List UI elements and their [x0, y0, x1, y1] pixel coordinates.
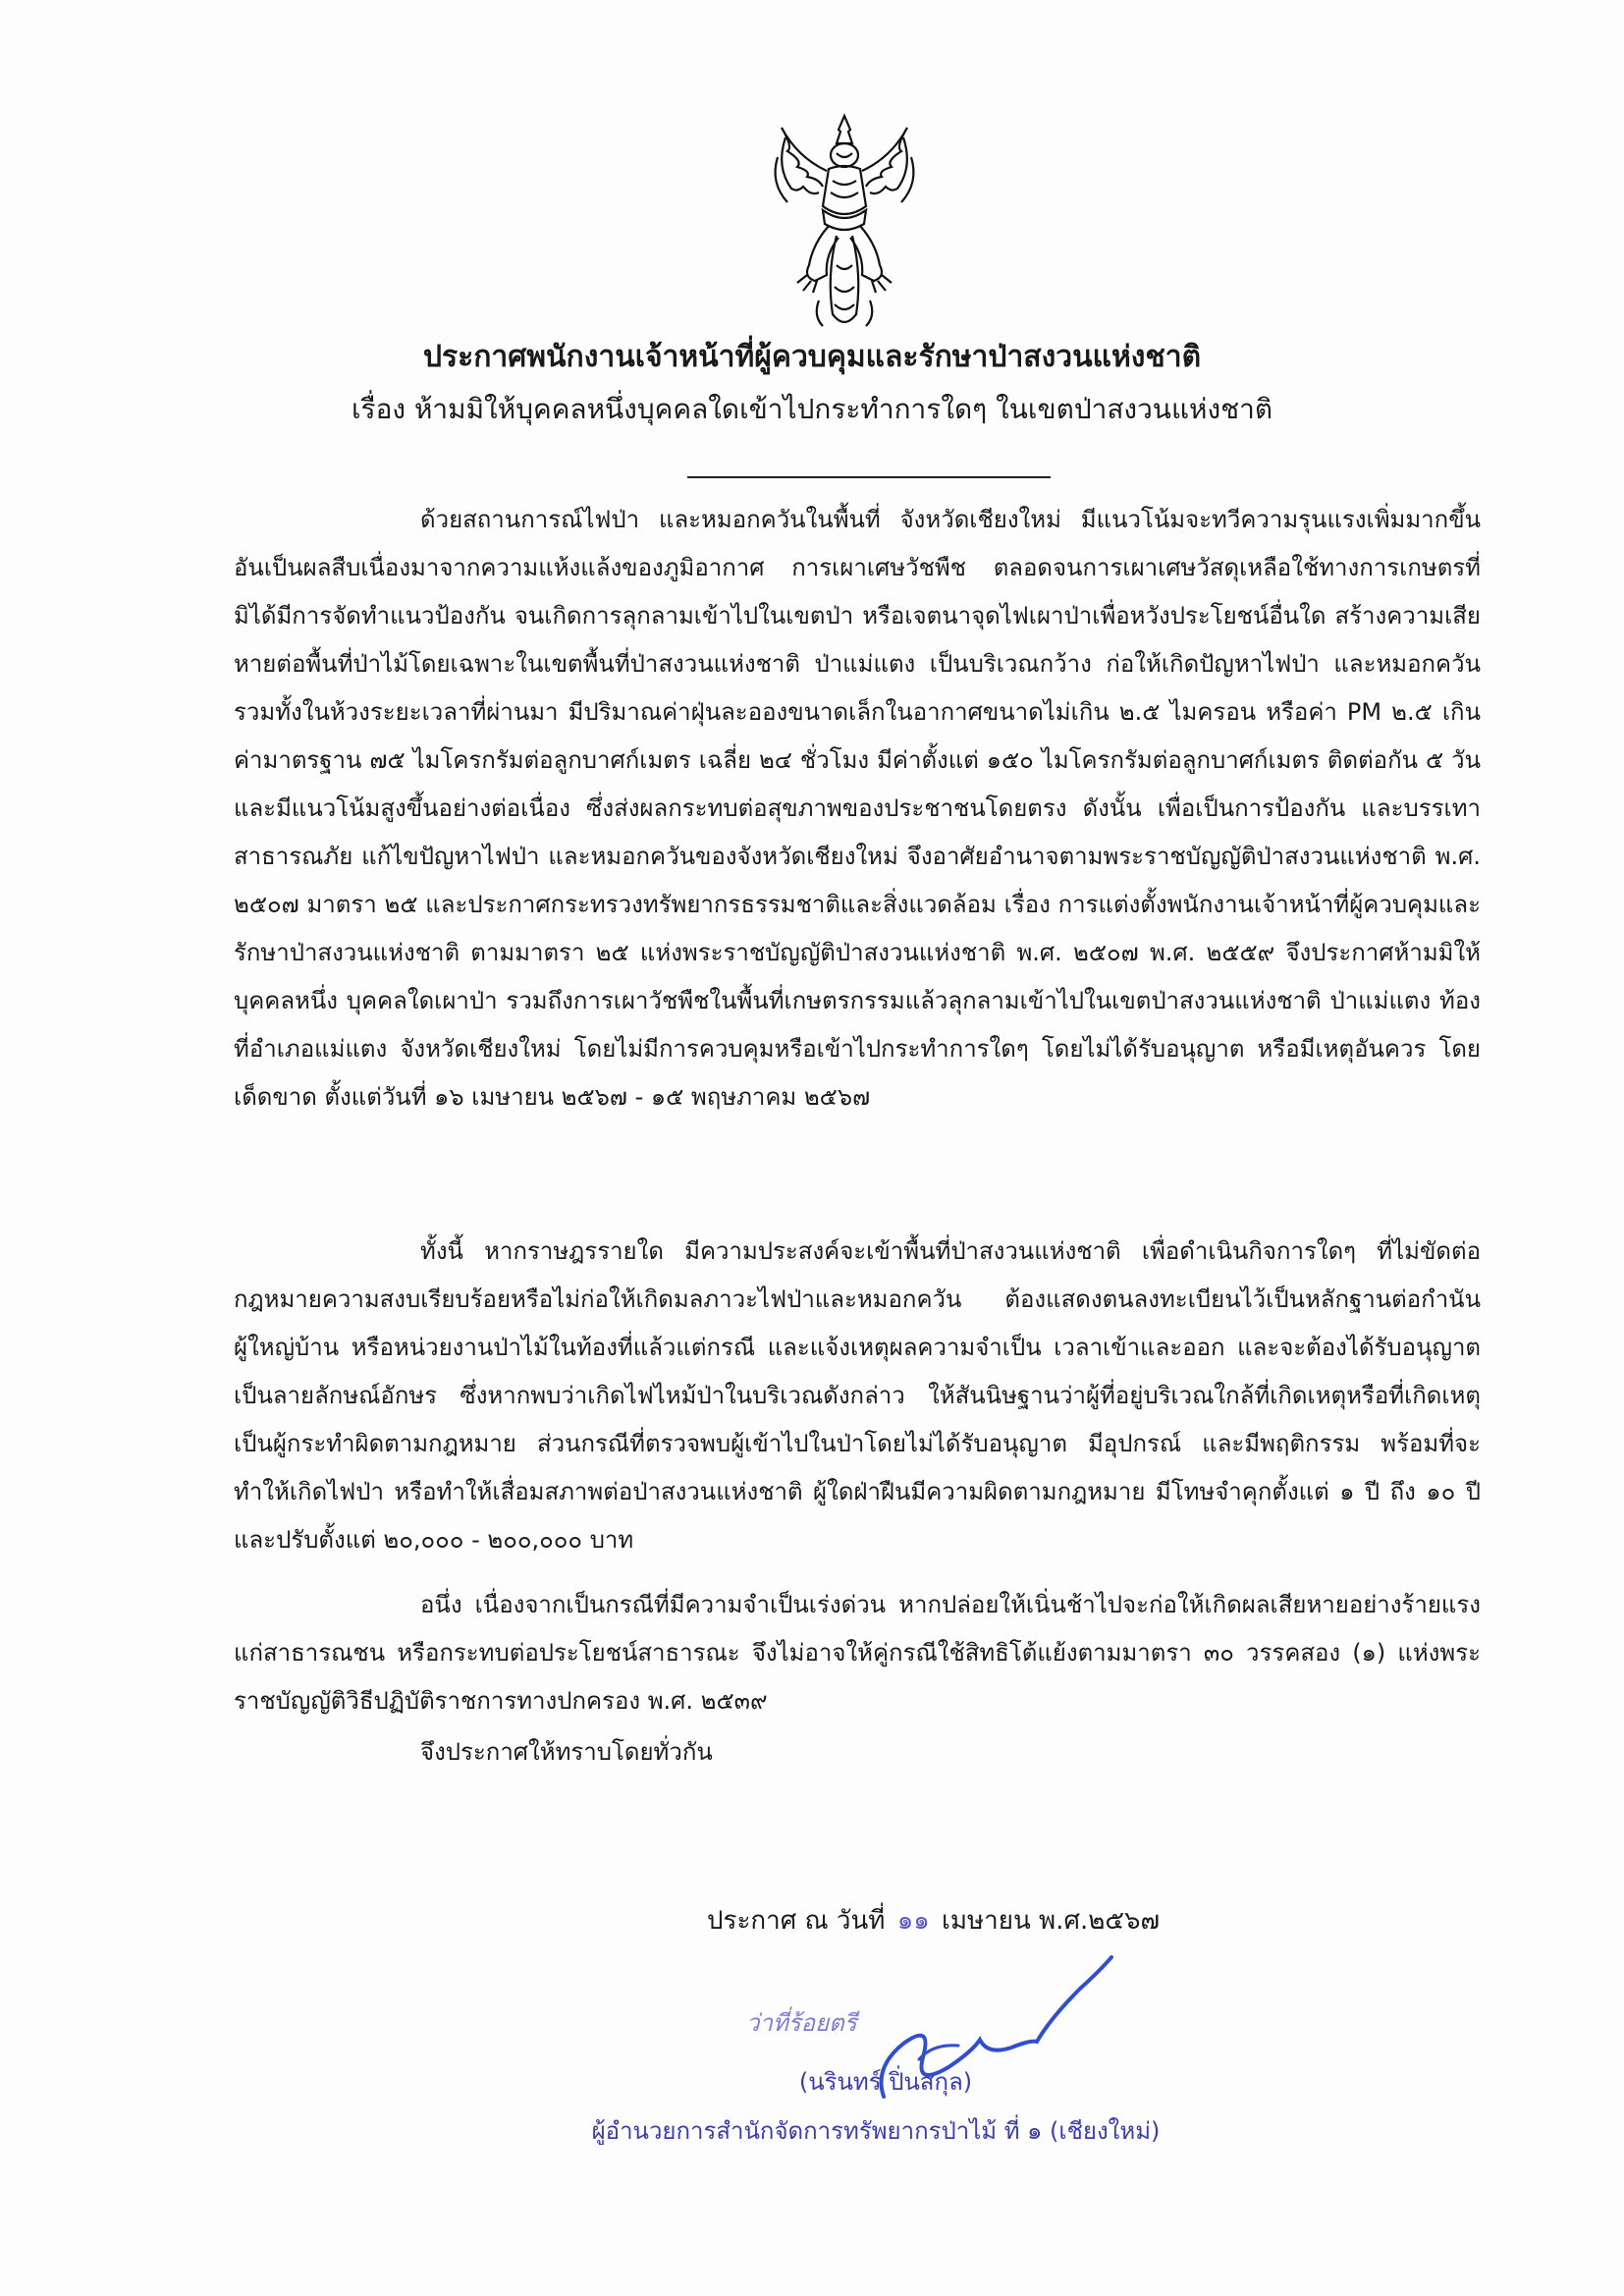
title-divider [687, 476, 1051, 478]
paragraph-text: ทั้งนี้ หากราษฎรรายใด มีความประสงค์จะเข้าพื้นที่ป่าสงวนแห่งชาติ เพื่อดำเนินกิจการใดๆ ที่ไม่ขัดต่อกฎหมายความสงบเรียบร้อยหรือไม่ก่อให้เกิดมลภาวะไฟป่าและหมอกควัน ต้องแสดงตนลงทะเบียนไว้เป็นหลักฐานต่อกำนัน ผู้ใหญ่บ้าน หรือหน่วยงานป่าไม้ในท้องที่แล้วแต่กรณี และแจ้งเหตุผลความจำเป็น เวลาเข้าและออก และจะต้องได้รับอนุญาตเป็นลายลักษณ์อักษร ซึ่งหากพบว่าเกิดไฟไหม้ป่าในบริเวณดังกล่าว ให้สันนิษฐานว่าผู้ที่อยู่บริเวณใกล้ที่เกิดเหตุหรือที่เกิดเหตุ เป็นผู้กระทำผิดตามกฎหมาย ส่วนกรณีที่ตรวจพบผู้เข้าไปในป่าโดยไม่ได้รับอนุญาต มีอุปกรณ์ และมีพฤติกรรม พร้อมที่จะทำให้เกิดไฟป่า หรือทำให้เสื่อมสภาพต่อป่าสงวนแห่งชาติ ผู้ใดฝ่าฝืนมีความผิดตามกฎหมาย มีโทษจำคุกตั้งแต่ ๑ ปี ถึง ๑๐ ปี และปรับตั้งแต่ ๒๐,๐๐๐ - ๒๐๐,๐๐๐ บาท [234, 1237, 1481, 1554]
signer-name [0, 2062, 1624, 2101]
signer-name-text: (นรินทร์ ปิ่นสกุล) [798, 2068, 973, 2096]
paragraph-text: อนึ่ง เนื่องจากเป็นกรณีที่มีความจำเป็นเร่งด่วน หากปล่อยให้เนิ่นช้าไปจะก่อให้เกิดผลเสียหายอย่างร้ายแรง แก่สาธารณชน หรือกระทบต่อประโยชน์สาธารณะ จึงไม่อาจให้คู่กรณีใช้สิทธิโต้แย้งตามมาตรา ๓๐ วรรคสอง (๑) แห่งพระราชบัญญัติวิธีปฏิบัติราชการทางปกครอง พ.ศ. ๒๕๓๙ [234, 1591, 1481, 1715]
paragraph-text: ด้วยสถานการณ์ไฟป่า และหมอกควันในพื้นที่ จังหวัดเชียงใหม่ มีแนวโน้มจะทวีความรุนแรงเพิ่มมากขึ้น อันเป็นผลสืบเนื่องมาจากความแห้งแล้งของภูมิอากาศ การเผาเศษวัชพืช ตลอดจนการเผาเศษวัสดุเหลือใช้ทางการเกษตรที่มิได้มีการจัดทำแนวป้องกัน จนเกิดการลุกลามเข้าไปในเขตป่า หรือเจตนาจุดไฟเผาป่าเพื่อหวังประโยชน์อื่นใด สร้างความเสียหายต่อพื้นที่ป่าไม้โดยเฉพาะในเขตพื้นที่ป่าสงวนแห่งชาติ ป่าแม่แตง เป็นบริเวณกว้าง ก่อให้เกิดปัญหาไฟป่า และหมอกควัน รวมทั้งในห้วงระยะเวลาที่ผ่านมา มีปริมาณค่าฝุ่นละอองขนาดเล็กในอากาศขนาดไม่เกิน ๒.๕ ไมครอน หรือค่า PM ๒.๕ เกินค่ามาตรฐาน ๗๕ ไมโครกรัมต่อลูกบาศก์เมตร เฉลี่ย ๒๔ ชั่วโมง มีค่าตั้งแต่ ๑๕๐ ไมโครกรัมต่อลูกบาศก์เมตร ติดต่อกัน ๕ วัน และมีแนวโน้มสูงขึ้นอย่างต่อเนื่อง ซึ่งส่งผลกระทบต่อสุขภาพของประชาชนโดยตรง ดังนั้น เพื่อเป็นการป้องกัน และบรรเทาสาธารณภัย แก้ไขปัญหาไฟป่า และหมอกควันของจังหวัดเชียงใหม่ จึงอาศัยอำนาจตามพระราชบัญญัติป่าสงวนแห่งชาติ พ.ศ. ๒๕๐๗ มาตรา ๒๕ และประกาศกระทรวงทรัพยากรธรรมชาติและสิ่งแวดล้อม เรื่อง การแต่งตั้งพนักงานเจ้าหน้าที่ผู้ควบคุมและรักษาป่าสงวนแห่งชาติ ตามมาตรา ๒๕ แห่งพระราชบัญญัติป่าสงวนแห่งชาติ พ.ศ. ๒๕๐๗ พ.ศ. ๒๕๕๙ จึงประกาศห้ามมิให้บุคคลหนึ่ง บุคคลใดเผาป่า รวมถึงการเผาวัชพืชในพื้นที่เกษตรกรรมแล้วลุกลามเข้าไปในเขตป่าสงวนแห่งชาติ ป่าแม่แตง ท้องที่อำเภอแม่แตง จังหวัดเชียงใหม่ โดยไม่มีการควบคุมหรือเข้าไปกระทำการใดๆ โดยไม่ได้รับอนุญาต หรือมีเหตุอันควร โดยเด็ดขาด ตั้งแต่วันที่ ๑๖ เมษายน ๒๕๖๗ - ๑๕ พฤษภาคม ๒๕๖๗ [234, 506, 1481, 1111]
body-paragraph-3 [234, 1581, 1481, 1725]
date-day: ๑๑ [896, 1906, 930, 1936]
date-month-year: เมษายน พ.ศ.๒๕๖๗ [942, 1906, 1161, 1936]
closing-statement [234, 1728, 1481, 1777]
announcement-subject: เรื่อง ห้ามมิให้บุคคลหนึ่งบุคคลใดเข้าไปกระทำการใดๆ ในเขตป่าสงวนแห่งชาติ [351, 393, 1273, 425]
paragraph-text: จึงประกาศให้ทราบโดยทั่วกัน [420, 1738, 713, 1766]
signer-position-text: ผู้อำนวยการสำนักจัดการทรัพยากรป่าไม้ ที่ ๑ (เชียงใหม่) [591, 2117, 1161, 2145]
body-paragraph-2 [234, 1228, 1481, 1564]
signer-position [0, 2111, 1624, 2150]
announcement-date [707, 1900, 1160, 1941]
rank-stamp: ว่าที่ร้อยตรี [746, 2009, 857, 2037]
date-prefix: ประกาศ ณ วันที่ [707, 1906, 886, 1936]
garuda-emblem-icon [768, 108, 921, 336]
announcement-title: ประกาศพนักงานเจ้าหน้าที่ผู้ควบคุมและรักษาป่าสงวนแห่งชาติ [422, 340, 1202, 374]
body-paragraph-1 [234, 496, 1481, 1121]
